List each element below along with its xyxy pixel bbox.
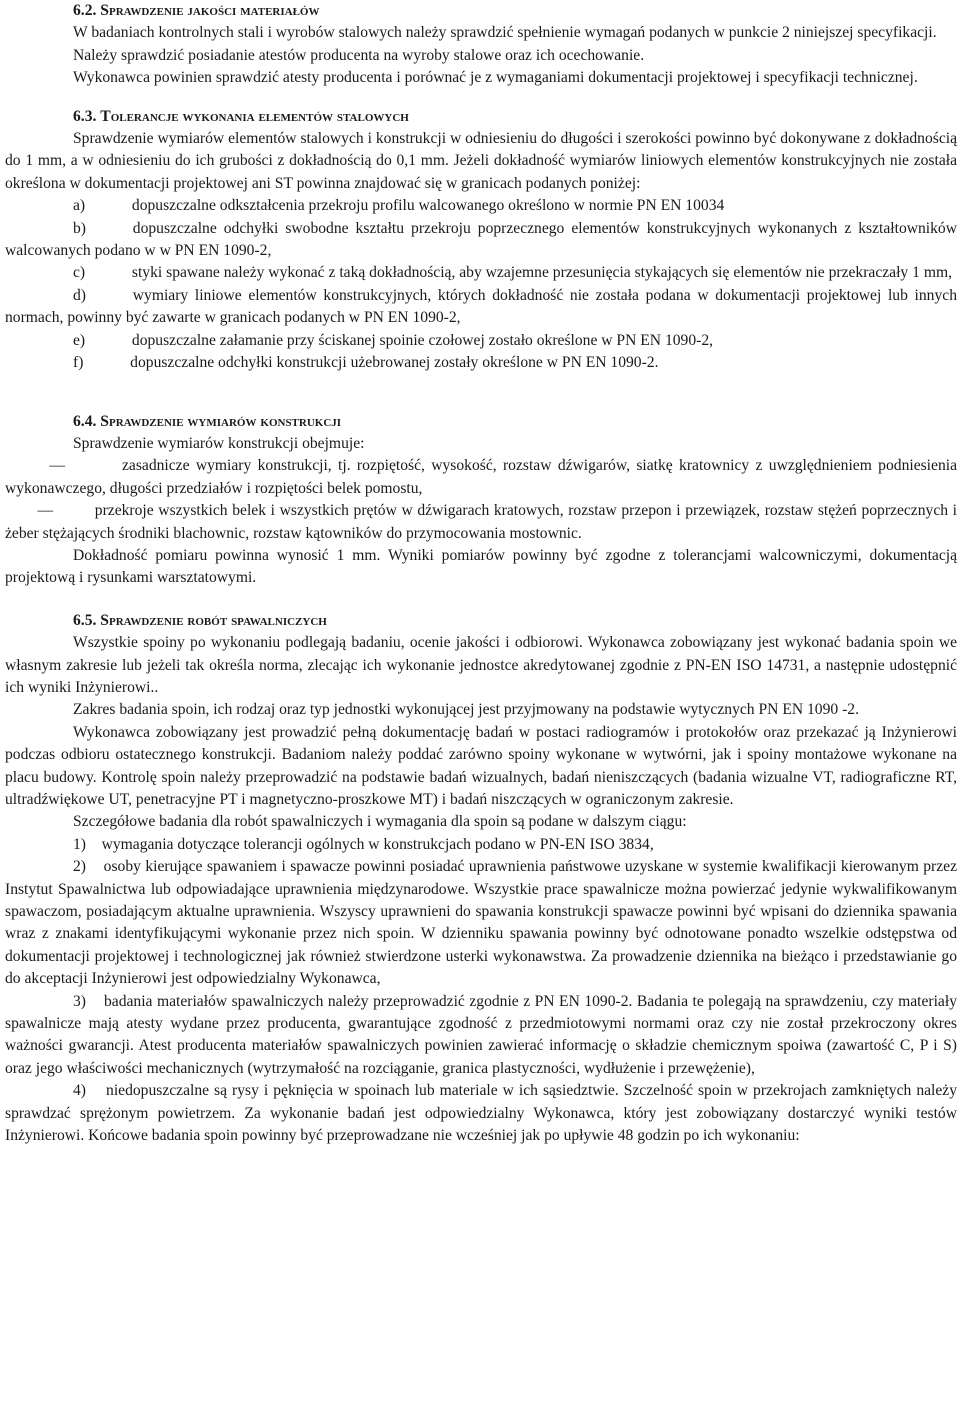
list-item-label: a) <box>73 197 86 215</box>
section-heading-6-3 <box>73 106 957 128</box>
section-number: 6.3. <box>73 107 97 125</box>
paragraph: Zakres badania spoin, ich rodzaj oraz typ jednostki wykonującej jest przyjmowany na podstawie wytycznych PN EN 1090 -2. <box>73 701 859 719</box>
paragraph: Szczegółowe badania dla robót spawalniczych i wymagania dla spoin są podane w dalszym ciągu: <box>73 813 687 831</box>
list-item-label: c) <box>73 264 86 282</box>
list-item-label: 2) <box>73 858 86 876</box>
section-heading-6-4 <box>73 411 957 433</box>
list-item-text: dopuszczalne odchyłki konstrukcji użebrowanej zostały określone w PN EN 1090-2. <box>130 354 659 372</box>
list-item-text: niedopuszczalne są rysy i pęknięcia w spoinach lub materiale w ich sąsiedztwie. Szczelność spoin w przekrojach zamkniętych należy sprawdzać sprężonym powietrzem. Za wykonanie badań jest odpowiedzialny Wykonawca, który jest zobowiązany dostarczyć wyniki testów Inżynierowi. Końcowe badania spoin powinny być przeprowadzane nie wcześniej jak po upływie 48 godzin po ich wykonaniu: <box>5 1082 958 1145</box>
list-item <box>5 218 957 263</box>
dash-list-item <box>5 455 957 500</box>
list-item-text: dopuszczalne odchyłki swobodne kształtu przekroju poprzecznego elementów konstrukcyjnych wykonanych z kształtowników walcowanych podano w w PN EN 1090-2, <box>5 219 957 260</box>
list-item-label: e) <box>73 331 86 349</box>
paragraph: Wykonawca zobowiązany jest prowadzić pełną dokumentację badań w postaci radiogramów i protokołów oraz przekazać ją Inżynierowi podczas odbioru ostatecznego konstrukcji. Badaniom należy poddać zarówno spoiny wykonane w wytwórni, jak i spoiny montażowe wykonane na placu budowy. Kontrolę spoin należy przeprowadzić na podstawie badań wizualnych, badań nieniszczących (badania wizualne VT, radiograficzne RT, ultradźwiękowe UT, penetracyjne PT i magnetyczno-proszkowe MT) i badań niszczących w ograniczonym zakresie. <box>5 723 957 808</box>
section-heading-6-5 <box>73 610 957 632</box>
list-item <box>5 1080 957 1147</box>
list-item-text: osoby kierujące spawaniem i spawacze powinni posiadać uprawnienia państwowe uzyskane w systemie kwalifikacji kierowanym przez Instytut Spawalnictwa lub odpowiadające uprawnienia międzynarodowe. Wszystkie prace spawalnicze można powierzać jedynie wykwalifikowanym spawaczom, posiadającym aktualne uprawnienia. Wszyscy uprawnieni do spawania konstrukcji spawacze powinni być wpisani do dziennika spawania wraz z znakami identyfikującymi wykonanie przez nich spoin. W dzienniku spawania powinny być odnotowane ponadto wszelkie odstępstwa od dokumentacji projektowej i technologicznej jak również stwierdzone usterki wykonawstwa. Za prowadzenie dziennika na bieżąco i przedstawianie go do akceptacji Inżynierowi jest odpowiedzialny Wykonawca, <box>5 858 958 988</box>
list-item <box>5 195 957 217</box>
paragraph: Dokładność pomiaru powinna wynosić 1 mm. Wyniki pomiarów powinny być zgodne z tolerancjami walcowniczymi, dokumentacją projektową i rysunkami warsztatowymi. <box>5 546 957 587</box>
list-item-text: dopuszczalne załamanie przy ściskanej spoinie czołowej zostało określone w PN EN 1090-2, <box>131 331 714 349</box>
document-page <box>5 0 957 1148</box>
dash-list-item <box>5 500 957 545</box>
section-number: 6.5. <box>73 611 97 629</box>
section-number: 6.2. <box>73 2 97 19</box>
section-number: 6.4. <box>73 412 97 430</box>
list-item-text: wymiary liniowe elementów konstrukcyjnych, których dokładność nie została podana w dokumentacji projektowej lub innych normach, powinny być zawarte w granicach podanych w PN EN 1090-2, <box>5 286 957 327</box>
list-item-label: f) <box>73 354 84 372</box>
list-item-text: dopuszczalne odkształcenia przekroju profilu walcowanego określono w normie PN EN 10034 <box>131 197 725 215</box>
list-item <box>5 262 957 284</box>
paragraph: Sprawdzenie wymiarów elementów stalowych i konstrukcji w odniesieniu do długości i szerokości powinno być dokonywane z dokładnością do 1 mm, a w odniesieniu do ich grubości z dokładnością do 0,1 mm. Jeżeli dokładność wymiarów liniowych elementów konstrukcyjnych nie została określona w dokumentacji projektowej ani ST powinna znajdować się w granicach podanych poniżej: <box>5 130 957 192</box>
section-title: Tolerancje wykonania elementów stalowych <box>100 107 409 125</box>
section-heading-6-2 <box>73 0 957 22</box>
list-item <box>5 856 957 990</box>
list-item-label: d) <box>73 286 86 304</box>
list-item-label: 4) <box>73 1082 86 1100</box>
list-item-label: 1) <box>73 835 86 853</box>
paragraph: Wszystkie spoiny po wykonaniu podlegają badaniu, ocenie jakości i odbiorowi. Wykonawca zobowiązany jest wykonać badania spoin we własnym zakresie lub jeżeli tak określa norma, zlecając ich wykonanie jednostce akredytowanej zgodnie z PN-EN ISO 14731, a następnie udostępnić ich wyniki Inżynierowi.. <box>5 634 957 696</box>
dash-item-text: przekroje wszystkich belek i wszystkich prętów w dźwigarach kratowych, rozstaw przepon i przewiązek, rozstaw stężeń poprzecznych i żeber stężających środniki blachownic, rozstaw kątowników do przymocowania mostownic. <box>5 502 958 542</box>
list-item <box>5 834 957 856</box>
dash-bullet: — <box>5 502 95 520</box>
list-item-text: badania materiałów spawalniczych należy przeprowadzić zgodnie z PN EN 1090-2. Badania te polegają na sprawdzeniu, czy materiały spawalnicze mają atesty wydane przez producenta, gwarantujące zgodność z przedmiotowymi normami oraz czy nie został przekroczony okres ważności gwarancji. Atest producenta materiałów spawalniczych powinien zawierać informację o składzie chemicznym spoiwa (zawartość C, P i S) oraz jego właściwości mechanicznych (wytrzymałość na rozciąganie, granica plastyczności, wydłużenie i przewężenie), <box>5 992 957 1077</box>
section-title: Sprawdzenie robót spawalniczych <box>100 611 327 629</box>
paragraph: Należy sprawdzić posiadanie atestów producenta na wyroby stalowe oraz ich ocechowanie. <box>73 46 645 64</box>
list-item <box>5 330 957 352</box>
list-item <box>5 352 957 374</box>
list-item-text: styki spawane należy wykonać z taką dokładnością, aby wzajemne przesunięcia stykających się elementów nie przekraczały 1 mm, <box>131 264 952 282</box>
section-title: Sprawdzenie jakości materiałów <box>100 2 320 19</box>
dash-bullet: — <box>5 457 122 475</box>
list-item <box>5 285 957 330</box>
paragraph: Sprawdzenie wymiarów konstrukcji obejmuje: <box>73 434 365 452</box>
list-item-text: wymagania dotyczące tolerancji ogólnych w konstrukcjach podano w PN-EN ISO 3834, <box>101 835 654 853</box>
list-item <box>5 991 957 1081</box>
section-title: Sprawdzenie wymiarów konstrukcji <box>100 412 342 430</box>
paragraph: Wykonawca powinien sprawdzić atesty producenta i porównać je z wymaganiami dokumentacji projektowej i specyfikacji technicznej. <box>73 69 918 87</box>
list-item-label: b) <box>73 219 86 237</box>
list-item-label: 3) <box>73 992 86 1010</box>
paragraph: W badaniach kontrolnych stali i wyrobów stalowych należy sprawdzić spełnienie wymagań podanych w punkcie 2 niniejszej specyfikacji. <box>73 24 937 42</box>
dash-item-text: zasadnicze wymiary konstrukcji, tj. rozpiętość, wysokość, rozstaw dźwigarów, siatkę kratownicy z uwzględnieniem podniesienia wykonawczego, długości przedziałów i rozpiętości belek pomostu, <box>5 457 957 497</box>
